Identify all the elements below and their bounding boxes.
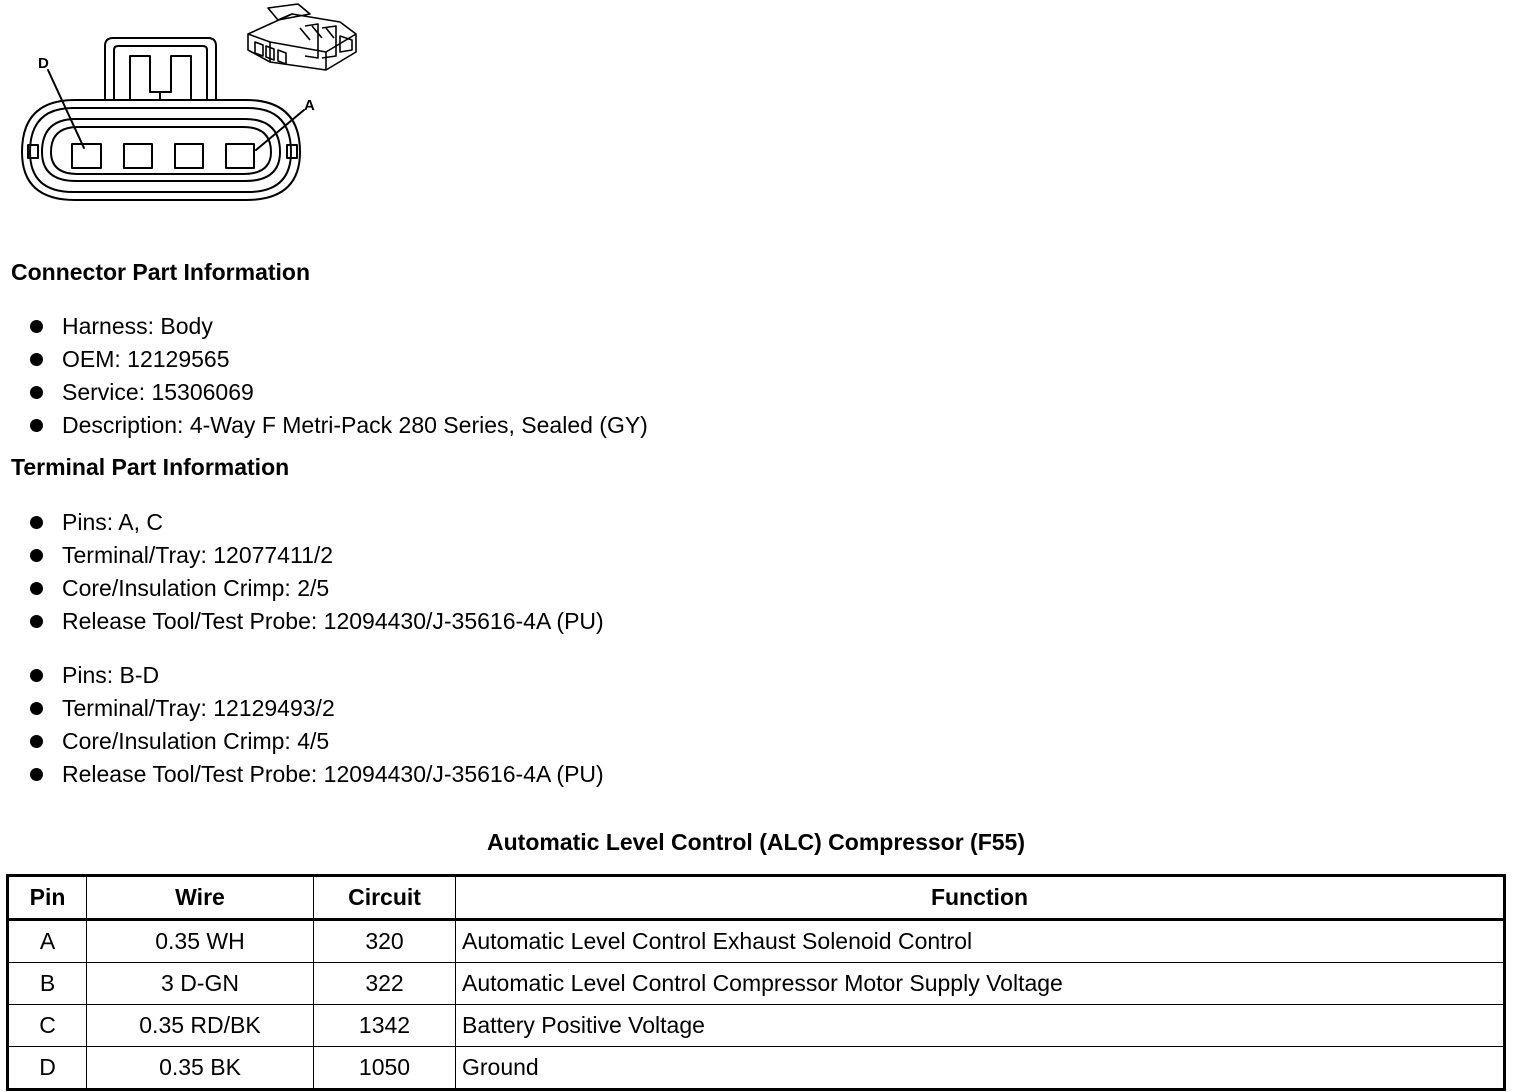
cell-circuit: 320 (314, 920, 456, 963)
bullet-icon (30, 702, 43, 715)
table-header-row (8, 876, 1505, 920)
connector-diagram (0, 0, 380, 220)
latch-tab (105, 38, 216, 100)
list-item: Service: 15306069 (28, 376, 648, 409)
list-item: Pins: A, C (28, 506, 604, 539)
pin-label-a: A (304, 97, 315, 114)
cell-function: Ground (456, 1047, 1505, 1090)
pin-label-d: D (38, 55, 49, 72)
bullet-icon (30, 516, 43, 529)
cell-pin: B (8, 963, 87, 1005)
list-item: Terminal/Tray: 12077411/2 (28, 539, 604, 572)
header-function: Function (456, 876, 1505, 920)
bullet-icon (30, 615, 43, 628)
cell-function: Automatic Level Control Compressor Motor Supply Voltage (456, 963, 1505, 1005)
terminal-part-info-heading: Terminal Part Information (11, 454, 290, 480)
table-row (8, 920, 1505, 963)
connector-part-info-heading: Connector Part Information (11, 259, 311, 285)
bullet-icon (30, 353, 43, 366)
list-item: Pins: B-D (28, 659, 604, 692)
table-row (8, 963, 1505, 1005)
bullet-icon (30, 419, 43, 432)
cell-pin: A (8, 920, 87, 963)
pin-cavity-b (175, 144, 203, 168)
header-circuit: Circuit (314, 876, 456, 920)
bullet-icon (30, 735, 43, 748)
header-wire: Wire (87, 876, 314, 920)
terminal-part-info-list-2 (28, 659, 604, 791)
cell-function: Battery Positive Voltage (456, 1005, 1505, 1047)
bullet-icon (30, 582, 43, 595)
cell-wire: 0.35 BK (87, 1047, 314, 1090)
terminal-part-info-list-1 (28, 506, 604, 638)
bullet-icon (30, 669, 43, 682)
list-item: OEM: 12129565 (28, 343, 648, 376)
cell-wire: 0.35 WH (87, 920, 314, 963)
cell-circuit: 1342 (314, 1005, 456, 1047)
list-item: Release Tool/Test Probe: 12094430/J-35616-4A (PU) (28, 758, 604, 791)
header-pin: Pin (8, 876, 87, 920)
bullet-icon (30, 768, 43, 781)
cell-function: Automatic Level Control Exhaust Solenoid Control (456, 920, 1505, 963)
cell-pin: C (8, 1005, 87, 1047)
pinout-table (6, 874, 1506, 1091)
cell-pin: D (8, 1047, 87, 1090)
connector-outer-body (22, 100, 300, 200)
cell-wire: 0.35 RD/BK (87, 1005, 314, 1047)
table-row (8, 1005, 1505, 1047)
pin-cavity-a (226, 144, 254, 168)
bullet-icon (30, 320, 43, 333)
cell-circuit: 322 (314, 963, 456, 1005)
list-item: Core/Insulation Crimp: 4/5 (28, 725, 604, 758)
list-item: Release Tool/Test Probe: 12094430/J-35616-4A (PU) (28, 605, 604, 638)
table-title: Automatic Level Control (ALC) Compressor (F55) (487, 829, 1025, 855)
cell-circuit: 1050 (314, 1047, 456, 1090)
cell-wire: 3 D-GN (87, 963, 314, 1005)
pin-cavity-d (72, 144, 101, 168)
list-item: Terminal/Tray: 12129493/2 (28, 692, 604, 725)
table-row (8, 1047, 1505, 1090)
list-item: Harness: Body (28, 310, 648, 343)
list-item: Description: 4-Way F Metri-Pack 280 Series, Sealed (GY) (28, 409, 648, 442)
bullet-icon (30, 549, 43, 562)
list-item: Core/Insulation Crimp: 2/5 (28, 572, 604, 605)
bullet-icon (30, 386, 43, 399)
connector-part-info-list (28, 310, 648, 442)
pin-cavity-c (124, 144, 152, 168)
connector-3d-thumbnail (248, 4, 356, 70)
